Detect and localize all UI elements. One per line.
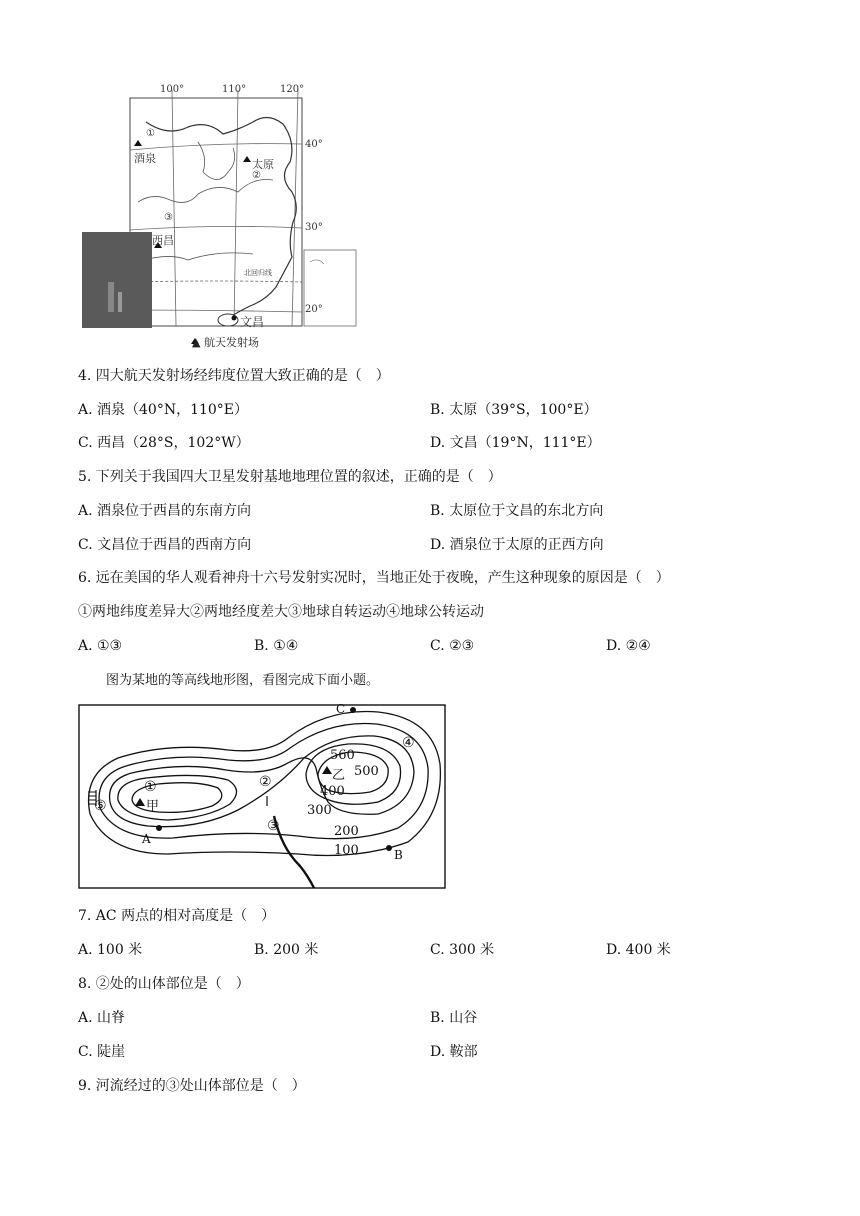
- site-jiuquan: 酒泉: [134, 152, 156, 165]
- lat-label-40: 40°: [305, 139, 323, 150]
- contour-map-svg: [78, 704, 446, 890]
- contour-num-4: ④: [402, 735, 415, 751]
- q8-option-d[interactable]: D. 鞍部: [430, 1044, 478, 1060]
- peak-jia-label: 甲: [146, 799, 160, 814]
- q4-option-c[interactable]: C. 西昌（28°S，102°W）: [78, 435, 250, 451]
- lon-label-100: 100°: [160, 84, 185, 95]
- site-taiyuan: 太原: [252, 158, 274, 171]
- q4-option-d[interactable]: D. 文昌（19°N，111°E）: [430, 435, 601, 451]
- lat-label-30: 30°: [305, 222, 323, 233]
- q7-option-c[interactable]: C. 300 米: [430, 942, 495, 958]
- contour-num-2: ②: [259, 774, 272, 790]
- q5-option-a[interactable]: A. 酒泉位于西昌的东南方向: [78, 503, 252, 519]
- q5-option-b[interactable]: B. 太原位于文昌的东北方向: [430, 503, 604, 519]
- question-8-stem: 8. ②处的山体部位是（ ）: [78, 976, 250, 992]
- contour-label-400: 400: [320, 784, 345, 799]
- lat-label-20: 20°: [305, 304, 323, 315]
- contour-label-500: 500: [354, 764, 379, 779]
- point-a-label: A: [142, 832, 151, 846]
- q8-option-c[interactable]: C. 陡崖: [78, 1044, 126, 1060]
- q7-option-a[interactable]: A. 100 米: [78, 942, 143, 958]
- question-7-stem: 7. AC 两点的相对高度是（ ）: [78, 908, 276, 924]
- question-6-stem: 6. 远在美国的华人观看神舟十六号发射实况时，当地正处于夜晚，产生这种现象的原因是（ ）: [78, 570, 670, 586]
- question-5-stem: 5. 下列关于我国四大卫星发射基地地理位置的叙述，正确的是（ ）: [78, 469, 502, 485]
- q5-option-c[interactable]: C. 文昌位于西昌的西南方向: [78, 537, 252, 553]
- contour-num-1: ①: [144, 779, 157, 795]
- launch-site-map-svg: [78, 82, 388, 352]
- contour-intro: 图为某地的等高线地形图，看图完成下面小题。: [106, 673, 380, 688]
- map1-num-2: ②: [252, 170, 261, 181]
- contour-label-100: 100: [334, 843, 359, 858]
- tropic-label: 北回归线: [244, 269, 272, 277]
- contour-label-560: 560: [330, 748, 355, 763]
- contour-num-5: ⑤: [94, 798, 107, 814]
- question-4-stem: 4. 四大航天发射场经纬度位置大致正确的是（ ）: [78, 368, 390, 384]
- q8-option-b[interactable]: B. 山谷: [430, 1010, 478, 1026]
- q6-option-c[interactable]: C. ②③: [430, 638, 475, 654]
- site-wenchang: 文昌: [240, 315, 265, 329]
- contour-label-300: 300: [307, 803, 332, 818]
- question-9-stem: 9. 河流经过的③处山体部位是（ ）: [78, 1078, 306, 1094]
- q4-option-b[interactable]: B. 太原（39°S，100°E）: [430, 402, 598, 418]
- q6-option-a[interactable]: A. ①③: [78, 638, 123, 654]
- lon-label-120: 120°: [280, 84, 305, 95]
- q8-option-a[interactable]: A. 山脊: [78, 1010, 126, 1026]
- map1-legend: ▲ 航天发射场: [192, 336, 259, 349]
- point-c-label: C: [336, 702, 346, 716]
- q7-option-d[interactable]: D. 400 米: [606, 942, 671, 958]
- contour-num-3: ③: [267, 818, 280, 834]
- q6-option-d[interactable]: D. ②④: [606, 638, 651, 654]
- lon-label-110: 110°: [222, 84, 247, 95]
- site-xichang: 西昌: [152, 234, 174, 247]
- q6-option-b[interactable]: B. ①④: [254, 638, 299, 654]
- peak-yi-label: 乙: [332, 768, 346, 783]
- q6-reasons: ①两地纬度差异大②两地经度差大③地球自转运动④地球公转运动: [78, 604, 484, 620]
- map1-num-3: ③: [164, 212, 173, 223]
- q7-option-b[interactable]: B. 200 米: [254, 942, 319, 958]
- map1-num-1: ①: [146, 128, 155, 139]
- q5-option-d[interactable]: D. 酒泉位于太原的正西方向: [430, 537, 604, 553]
- point-b-label: B: [394, 848, 403, 862]
- contour-label-200: 200: [334, 824, 359, 839]
- q4-option-a[interactable]: A. 酒泉（40°N，110°E）: [78, 402, 249, 418]
